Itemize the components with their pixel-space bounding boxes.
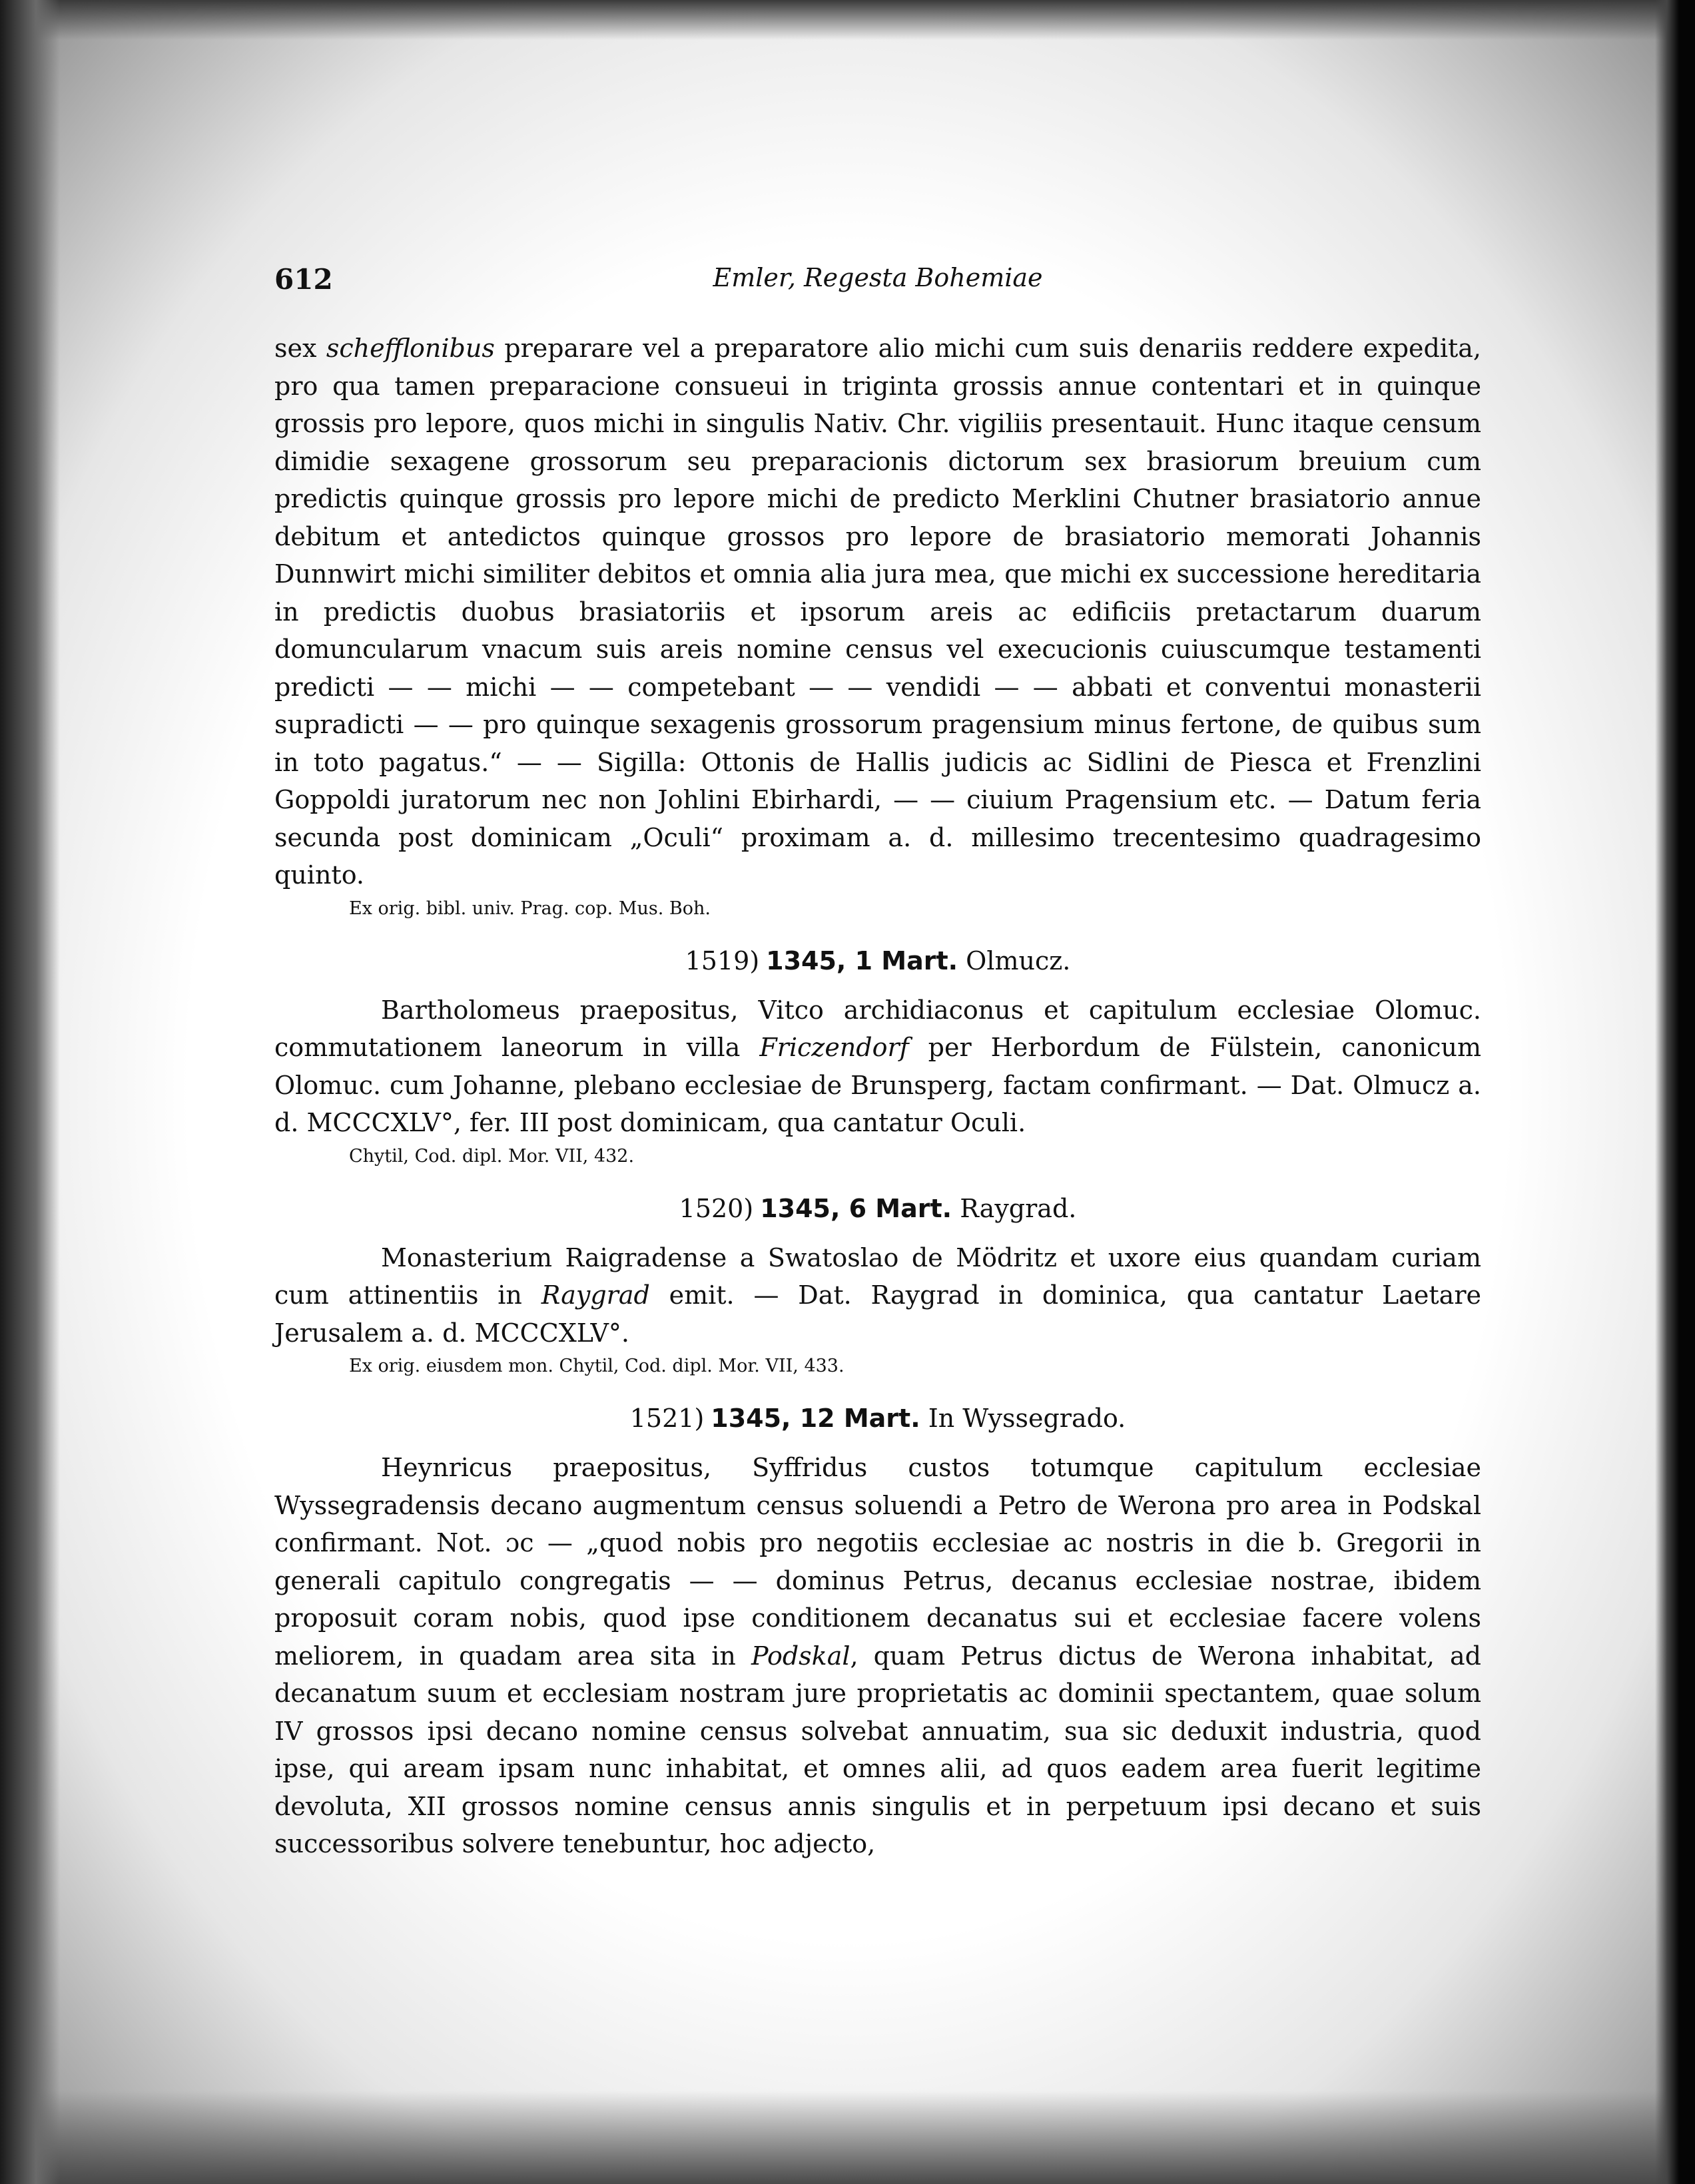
- entry-text-1521: Heynricus praepositus, Syffridus custos totumque capitulum ecclesiae Wyssegradensis decano augmentum census soluendi a Petro de Werona pro area in Podskal confirmant. Not. ɔc — „quod nobis pro negotiis ecclesiae ac nostris in die b. Gregorii in generali capitulo congregatis — — dominus Petrus, decanus ecclesiae nostrae, ibidem proposuit coram nobis, quod ipse conditionem decanatus sui et ecclesiae facere volens meliorem, in quadam area sita in Podskal, quam Petrus dictus de Werona inhabitat, ad decanatum suum et ecclesiam nostram jure proprietatis ac dominii spectantem, quae solum IV grossos ipsi decano nomine census solvebat annuatim, sua sic deduxit industria, quod ipse, qui aream ipsam nunc inhabitat, et omnes alii, ad quos eadem area fuerit legitime devoluta, XII grossos nomine census annis singulis et in perpetuum ipsi decano et suis successoribus solvere tenebuntur, hoc adjecto,: [274, 1453, 1481, 1858]
- entry-heading-1519: [274, 942, 1481, 979]
- running-head: [274, 263, 1481, 303]
- entry-heading-1521: [274, 1400, 1481, 1437]
- entry-text-1519: Bartholomeus praepositus, Vitco archidiaconus et capitulum ecclesiae Olomuc. commutationem laneorum in villa Friczendorf per Herbordum de Fülstein, canonicum Olomuc. cum Johanne, plebano ecclesiae de Brunsperg, factam confirmant. — Dat. Olmucz a. d. MCCCXLV°, fer. III post dominicam, qua cantatur Oculi.: [274, 995, 1481, 1137]
- italic-term: schefflonibus: [326, 334, 495, 363]
- entry-number: 1519): [685, 946, 760, 975]
- entry-place: Raygrad.: [960, 1193, 1077, 1223]
- entry-number: 1520): [679, 1193, 754, 1223]
- entry-place: Olmucz.: [966, 946, 1071, 975]
- continuation-paragraph: sex schefflonibus preparare vel a preparatore alio michi cum suis denariis reddere expedita, pro qua tamen preparacione consueui in triginta grossis annue contentari et in quinque grossis pro lepore, quos michi in singulis Nativ. Chr. vigiliis presentauit. Hunc itaque censum dimidie sexagene grossorum seu preparacionis dictorum sex brasiorum breuium cum predictis quinque grossis pro lepore michi de predicto Merklini Chutner brasiatorio annue debitum et antedictos quinque grossos pro lepore de brasiatorio memorati Johannis Dunnwirt michi similiter debitos et omnia alia jura mea, que michi ex successione hereditaria in predictis duobus brasiatoriis et ipsorum areis ac edificiis pretactarum duarum domuncularum vnacum suis areis nomine census vel execucionis cuiuscumque testamenti predicti — — michi — — competebant — — vendidi — — abbati et conventui monasterii supradicti — — pro quinque sexagenis grossorum pragensium minus fertone, de quibus sum in toto pagatus.“ — — Sigilla: Ottonis de Hallis judicis ac Sidlini de Piesca et Frenzlini Goppoldi juratorum nec non Johlini Ebirhardi, — — ciuium Pragensium etc. — Datum feria secunda post dominicam „Oculi“ proximam a. d. millesimo trecentesimo quadragesimo quinto.: [274, 334, 1482, 890]
- book-page: [274, 263, 1481, 1863]
- italic-term: Friczendorf: [759, 1033, 909, 1062]
- entry-date: 1345, 12 Mart.: [711, 1404, 920, 1433]
- scan-edge-left: [0, 0, 60, 2184]
- scan-edge-bottom: [0, 2091, 1695, 2184]
- italic-term: Raygrad: [541, 1280, 650, 1310]
- scan-edge-top: [0, 0, 1695, 40]
- source-note: Ex orig. bibl. univ. Prag. cop. Mus. Boh.: [349, 898, 711, 919]
- entry-place: In Wyssegrado.: [928, 1404, 1126, 1433]
- entry-number: 1521): [629, 1404, 705, 1433]
- italic-term: Podskal: [751, 1641, 850, 1671]
- entry-date: 1345, 1 Mart.: [766, 946, 958, 975]
- page-number: 612: [274, 263, 333, 296]
- scan-edge-right: [1655, 0, 1695, 2184]
- entry-text-1520: Monasterium Raigradense a Swatoslao de Mödritz et uxore eius quandam curiam cum attinentiis in Raygrad emit. — Dat. Raygrad in dominica, qua cantatur Laetare Jerusalem a. d. MCCCXLV°.: [274, 1242, 1481, 1348]
- running-title: Emler, Regesta Bohemiae: [713, 263, 1043, 292]
- source-note: Chytil, Cod. dipl. Mor. VII, 432.: [349, 1145, 635, 1167]
- source-note: Ex orig. eiusdem mon. Chytil, Cod. dipl. Mor. VII, 433.: [349, 1356, 845, 1376]
- entry-date: 1345, 6 Mart.: [760, 1193, 952, 1223]
- entry-heading-1520: [274, 1190, 1481, 1227]
